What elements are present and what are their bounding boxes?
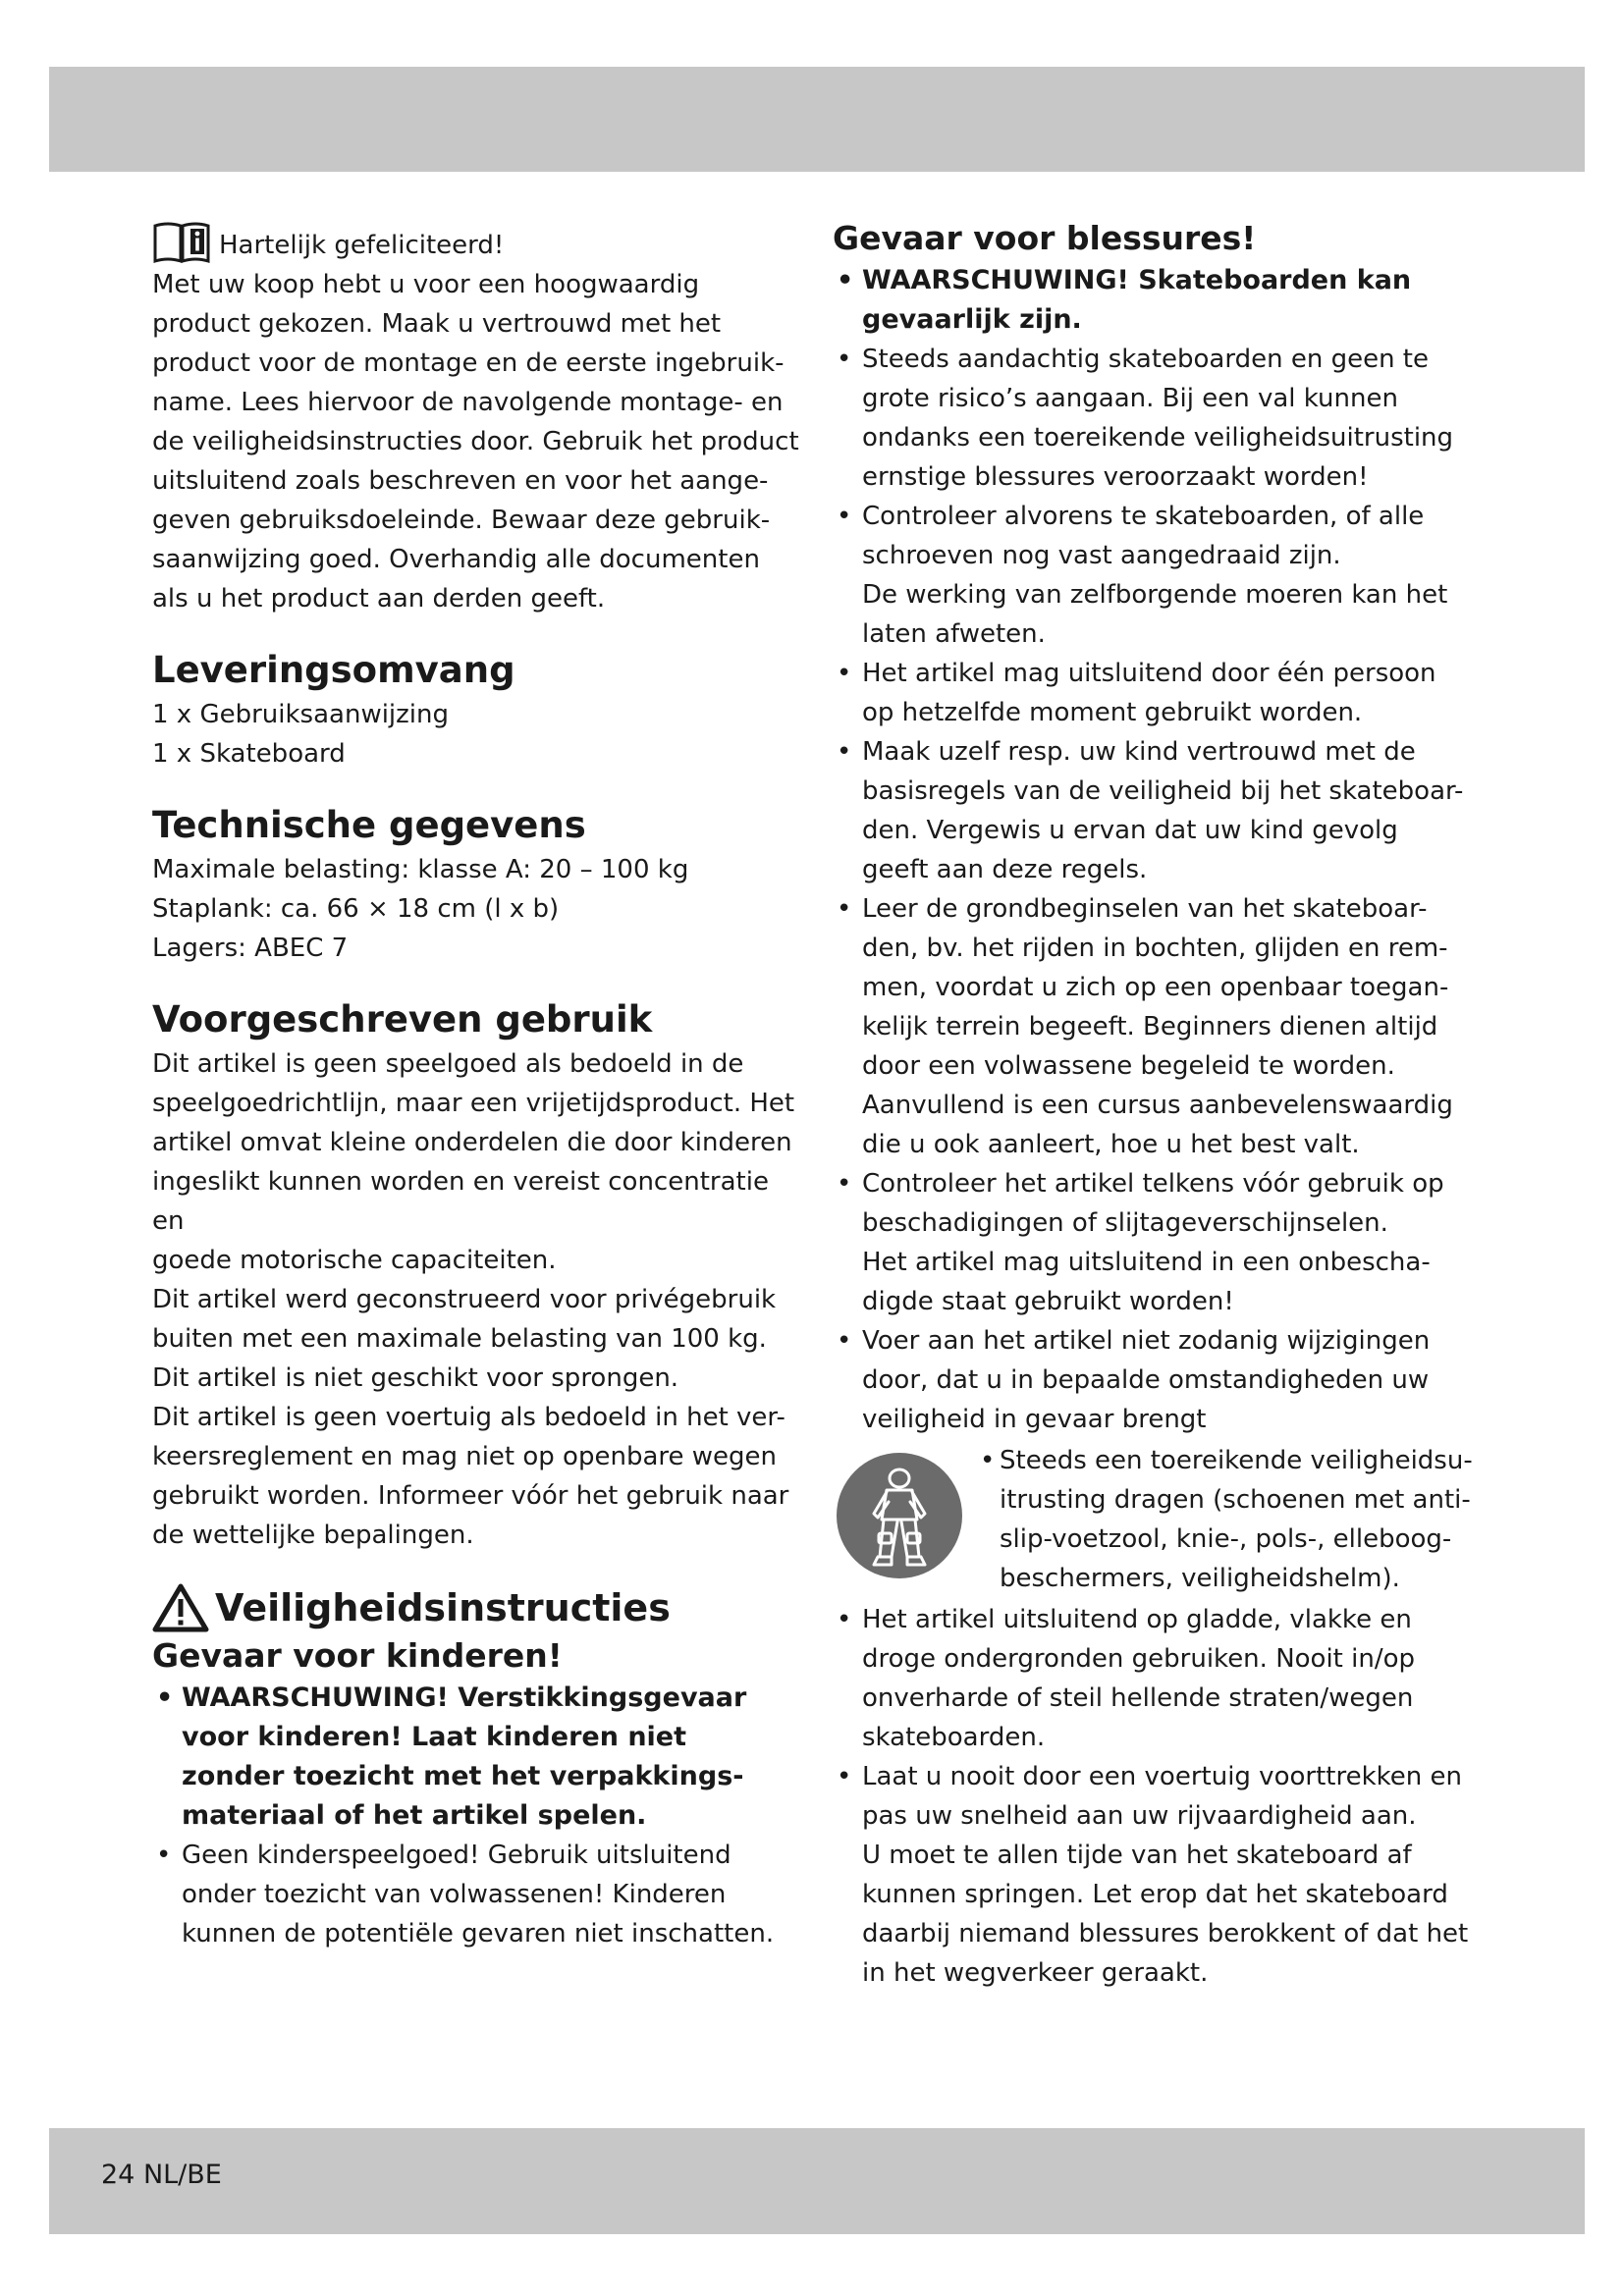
text-line: door, dat u in bepaalde omstandigheden uw: [862, 1365, 1430, 1395]
text-line: zonder toezicht met het verpakkings-: [182, 1761, 744, 1791]
text-line: onder toezicht van volwassenen! Kinderen: [182, 1880, 727, 1909]
text-line: buiten met een maximale belasting van 100 kg.: [152, 1324, 767, 1354]
text-line: goede motorische capaciteiten.: [152, 1246, 557, 1275]
injury-bullet: • Laat u nooit door een voertuig voorttrekken en pas uw snelheid aan uw rijvaardigheid aan. U moet te allen tijde van het skateboard af kunnen springen. Let erop dat het skateboard daarbij niemand blessures berokkent of dat het in het wegverkeer geraakt.: [833, 1757, 1481, 1993]
header-band: [49, 67, 1585, 172]
text-line: skateboarden.: [862, 1723, 1046, 1752]
warning-triangle-icon: [152, 1582, 209, 1633]
text-line: door een volwassene begeleid te worden.: [862, 1051, 1395, 1081]
text-line: kunnen springen. Let erop dat het skateboard: [862, 1880, 1448, 1909]
text-line: beschermers, veiligheidshelm).: [1000, 1564, 1400, 1593]
text-line: De werking van zelfborgende moeren kan het: [862, 580, 1448, 610]
text-line: name. Lees hiervoor de navolgende montage- en: [152, 388, 784, 417]
text-line: men, voordat u zich op een openbaar toegan-: [862, 973, 1449, 1002]
text-line: Maak uzelf resp. uw kind vertrouwd met de: [862, 737, 1416, 767]
text-line: ingeslikt kunnen worden en vereist concentratie en: [152, 1167, 769, 1236]
text-line: product voor de montage en de eerste ingebruik-: [152, 348, 785, 378]
text-line: onverharde of steil hellende straten/wegen: [862, 1683, 1414, 1713]
text-line: product gekozen. Maak u vertrouwd met het: [152, 309, 722, 339]
intro-paragraph: [152, 265, 800, 618]
injury-bullet: • Het artikel uitsluitend op gladde, vlakke en droge ondergronden gebruiken. Nooit in/op onverharde of steil hellende straten/wegen skateboarden.: [833, 1600, 1481, 1757]
intended-use-heading: Voorgeschreven gebruik: [152, 998, 653, 1041]
children-warning: • WAARSCHUWING! Verstikkingsgevaar voor kinderen! Laat kinderen niet zonder toezicht met het verpakkings- materiaal of het artikel spelen.: [152, 1679, 800, 1836]
text-line: WAARSCHUWING! Verstikkingsgevaar: [182, 1682, 747, 1713]
text-line: Leer de grondbeginselen van het skateboar-: [862, 894, 1428, 924]
text-line: schroeven nog vast aangedraaid zijn.: [862, 541, 1341, 570]
text-line: slip-voetzool, knie-, pols-, elleboog-: [1000, 1524, 1452, 1554]
text-line: droge ondergronden gebruiken. Nooit in/op: [862, 1644, 1416, 1674]
text-line: voor kinderen! Laat kinderen niet: [182, 1722, 687, 1752]
technical-line: Lagers: ABEC 7: [152, 934, 349, 963]
text-line: in het wegverkeer geraakt.: [862, 1958, 1209, 1988]
technical-line: Staplank: ca. 66 × 18 cm (l x b): [152, 894, 560, 924]
delivery-item: 1 x Gebruiksaanwijzing: [152, 700, 450, 729]
text-line: ondanks een toereikende veiligheidsuitrusting: [862, 423, 1454, 453]
text-line: op hetzelfde moment gebruikt worden.: [862, 698, 1363, 727]
text-line: Laat u nooit door een voertuig voorttrekken en: [862, 1762, 1462, 1791]
text-line: uitsluitend zoals beschreven en voor het aange-: [152, 466, 769, 496]
text-line: pas uw snelheid aan uw rijvaardigheid aan.: [862, 1801, 1417, 1831]
text-line: grote risico’s aangaan. Bij een val kunnen: [862, 384, 1398, 413]
text-line: ernstige blessures veroorzaakt worden!: [862, 462, 1369, 492]
safety-heading: Veiligheidsinstructies: [215, 1586, 671, 1629]
text-line: U moet te allen tijde van het skateboard af: [862, 1841, 1412, 1870]
children-bullet: • Geen kinderspeelgoed! Gebruik uitsluitend onder toezicht van volwassenen! Kinderen kunnen de potentiële gevaren niet inschatten.: [152, 1836, 800, 1953]
text-line: de veiligheidsinstructies door. Gebruik het product: [152, 427, 799, 456]
text-line: den, bv. het rijden in bochten, glijden en rem-: [862, 934, 1448, 963]
text-line: Dit artikel is geen speelgoed als bedoeld in de: [152, 1049, 744, 1079]
text-line: WAARSCHUWING! Skateboarden kan: [862, 265, 1412, 295]
protective-gear-icon: [835, 1451, 964, 1580]
left-column: [152, 216, 800, 1953]
text-line: daarbij niemand blessures berokkent of dat het: [862, 1919, 1469, 1949]
text-line: materiaal of het artikel spelen.: [182, 1800, 647, 1831]
text-line: Het artikel uitsluitend op gladde, vlakke en: [862, 1605, 1412, 1634]
text-line: Het artikel mag uitsluitend in een onbescha-: [862, 1248, 1431, 1277]
delivery-heading: Leveringsomvang: [152, 649, 515, 691]
manual-info-icon: [152, 220, 211, 265]
injury-bullet: • Steeds aandachtig skateboarden en geen te grote risico’s aangaan. Bij een val kunnen ondanks een toereikende veiligheidsuitrusting ernstige blessures veroorzaakt worden!: [833, 340, 1481, 497]
text-line: artikel omvat kleine onderdelen die door kinderen: [152, 1128, 792, 1157]
text-line: speelgoedrichtlijn, maar een vrijetijdsproduct. Het: [152, 1089, 795, 1118]
text-line: kunnen de potentiële gevaren niet inschatten.: [182, 1919, 775, 1949]
text-line: beschadigingen of slijtageverschijnselen.: [862, 1208, 1388, 1238]
text-line: Dit artikel is geen voertuig als bedoeld in het ver-: [152, 1403, 785, 1432]
injury-warning: • WAARSCHUWING! Skateboarden kan gevaarlijk zijn.: [833, 261, 1481, 340]
text-line: Aanvullend is een cursus aanbevelenswaardig: [862, 1091, 1453, 1120]
text-line: Controleer het artikel telkens vóór gebruik op: [862, 1169, 1444, 1199]
injury-bullet: • Controleer alvorens te skateboarden, of alle schroeven nog vast aangedraaid zijn. De werking van zelfborgende moeren kan het laten afweten.: [833, 497, 1481, 654]
text-line: basisregels van de veiligheid bij het skateboar-: [862, 776, 1464, 806]
text-line: Steeds aandachtig skateboarden en geen te: [862, 345, 1430, 374]
footer-band: [49, 2128, 1585, 2234]
delivery-item: 1 x Skateboard: [152, 739, 346, 769]
injury-bullet: • Het artikel mag uitsluitend door één persoon op hetzelfde moment gebruikt worden.: [833, 654, 1481, 732]
text-line: saanwijzing goed. Overhandig alle documenten: [152, 545, 760, 574]
technical-heading: Technische gegevens: [152, 804, 586, 846]
text-line: keersreglement en mag niet op openbare wegen: [152, 1442, 777, 1471]
injury-danger-heading: Gevaar voor blessures!: [833, 219, 1257, 257]
text-line: Geen kinderspeelgoed! Gebruik uitsluitend: [182, 1841, 731, 1870]
text-line: veiligheid in gevaar brengt: [862, 1405, 1207, 1434]
safety-heading-row: [152, 1582, 800, 1633]
intro-greeting: Hartelijk gefeliciteerd!: [219, 231, 505, 260]
intended-use-paragraph: [152, 1044, 800, 1555]
children-danger-heading: Gevaar voor kinderen!: [152, 1636, 563, 1675]
text-line: den. Vergewis u ervan dat uw kind gevolg: [862, 816, 1398, 845]
protective-gear-row: [833, 1441, 1481, 1598]
page-number: 24 NL/BE: [101, 2160, 222, 2190]
text-line: Steeds een toereikende veiligheidsu-: [1000, 1446, 1473, 1475]
right-column: [833, 216, 1481, 1993]
text-line: geven gebruiksdoeleinde. Bewaar deze gebruik-: [152, 506, 771, 535]
text-line: Dit artikel werd geconstrueerd voor privégebruik: [152, 1285, 777, 1314]
text-line: de wettelijke bepalingen.: [152, 1521, 474, 1550]
injury-bullet: • Controleer het artikel telkens vóór gebruik op beschadigingen of slijtageverschijnselen. Het artikel mag uitsluitend in een onbescha- digde staat gebruikt worden!: [833, 1164, 1481, 1321]
technical-line: Maximale belasting: klasse A: 20 – 100 kg: [152, 855, 689, 884]
text-line: als u het product aan derden geeft.: [152, 584, 606, 614]
text-line: digde staat gebruikt worden!: [862, 1287, 1234, 1316]
text-line: Het artikel mag uitsluitend door één persoon: [862, 659, 1436, 688]
text-line: Controleer alvorens te skateboarden, of alle: [862, 502, 1425, 531]
text-line: itrusting dragen (schoenen met anti-: [1000, 1485, 1471, 1515]
text-line: laten afweten.: [862, 619, 1046, 649]
injury-bullet: • Maak uzelf resp. uw kind vertrouwd met de basisregels van de veiligheid bij het skateboar- den. Vergewis u ervan dat uw kind gevolg geeft aan deze regels.: [833, 732, 1481, 889]
text-line: Dit artikel is niet geschikt voor sprongen.: [152, 1363, 679, 1393]
text-line: gevaarlijk zijn.: [862, 304, 1082, 335]
injury-bullet: • Leer de grondbeginselen van het skateboar- den, bv. het rijden in bochten, glijden en rem- men, voordat u zich op een openbaar toegan- kelijk terrein begeeft. Beginners dienen altijd door een volwassene begeleid te worden. Aanvullend is een cursus aanbevelenswaardig die u ook aanleert, hoe u het best valt.: [833, 889, 1481, 1164]
intro-greeting-row: [152, 216, 800, 265]
text-line: Met uw koop hebt u voor een hoogwaardig: [152, 270, 700, 299]
text-line: gebruikt worden. Informeer vóór het gebruik naar: [152, 1481, 789, 1511]
text-line: die u ook aanleert, hoe u het best valt.: [862, 1130, 1360, 1159]
protective-gear-bullet: • Steeds een toereikende veiligheidsu- itrusting dragen (schoenen met anti- slip-voetzool, knie-, pols-, elleboog- beschermers, veiligheidshelm).: [980, 1441, 1481, 1598]
injury-bullet: • Voer aan het artikel niet zodanig wijzigingen door, dat u in bepaalde omstandigheden uw veiligheid in gevaar brengt: [833, 1321, 1481, 1439]
text-line: Voer aan het artikel niet zodanig wijzigingen: [862, 1326, 1431, 1356]
text-line: geeft aan deze regels.: [862, 855, 1148, 884]
text-line: kelijk terrein begeeft. Beginners dienen altijd: [862, 1012, 1438, 1041]
